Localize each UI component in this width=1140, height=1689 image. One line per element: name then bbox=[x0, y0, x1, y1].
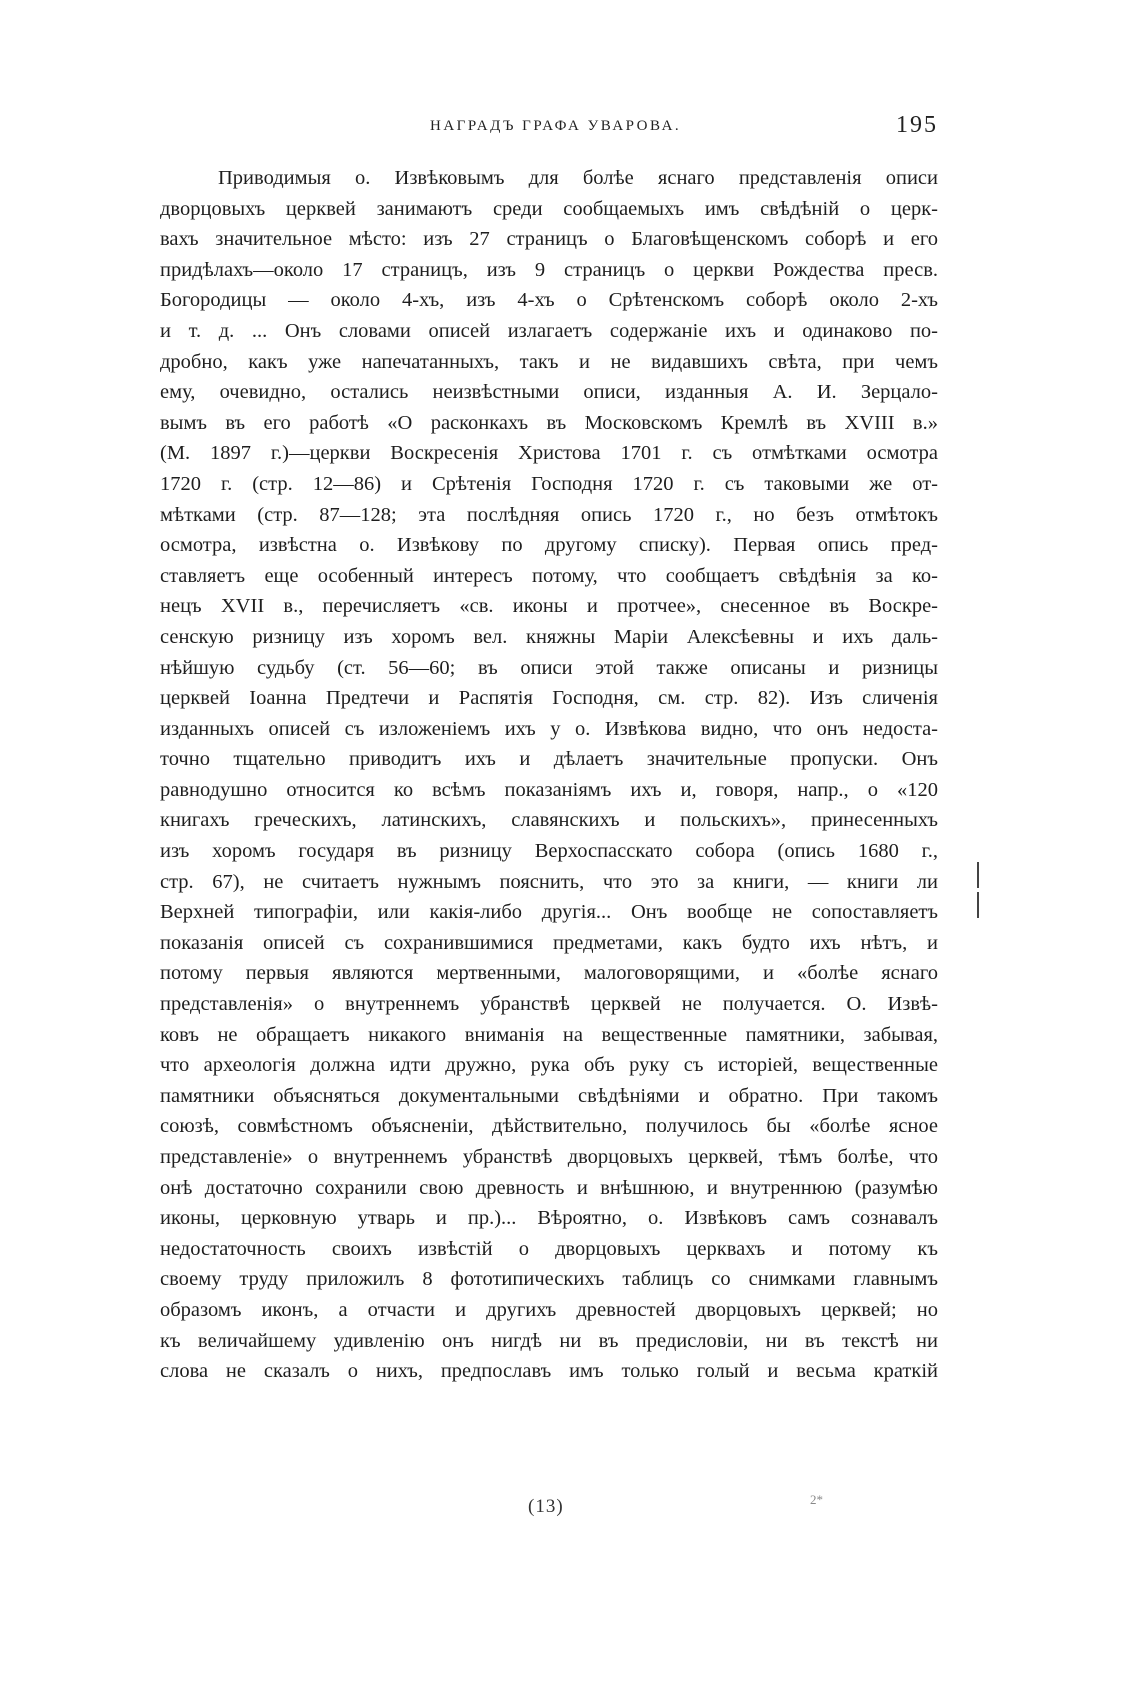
text-line: сенскую ризницу изъ хоромъ вел. княжны Маріи Алексѣевны и ихъ даль- bbox=[160, 625, 938, 648]
text-line: 1720 г. (стр. 12—86) и Срѣтенія Господня 1720 г. съ таковыми же от- bbox=[160, 472, 938, 495]
text-line: и т. д. ... Онъ словами описей излагаетъ содержаніе ихъ и одинаково по- bbox=[160, 319, 938, 342]
text-line: потому первыя являются мертвенными, малоговорящими, и «болѣе яснаго bbox=[160, 962, 938, 985]
text-line: осмотра, извѣстна о. Извѣкову по другому списку). Первая опись пред- bbox=[160, 534, 938, 557]
text-line: вымъ въ его работѣ «О расконкахъ въ Московскомъ Кремлѣ въ XVIII в.» bbox=[160, 411, 938, 434]
text-line: слова не сказалъ о нихъ, предпославъ имъ только голый и весьма краткій bbox=[160, 1360, 938, 1383]
text-line: вахъ значительное мѣсто: изъ 27 страницъ о Благовѣщенскомъ соборѣ и его bbox=[160, 228, 938, 251]
text-line: (М. 1897 г.)—церкви Воскресенія Христова 1701 г. съ отмѣтками осмотра bbox=[160, 442, 938, 465]
text-line: иконы, церковную утварь и пр.)... Вѣроятно, о. Извѣковъ самъ сознавалъ bbox=[160, 1207, 938, 1230]
text-line: равнодушно относится ко всѣмъ показаніямъ ихъ и, говоря, напр., о «120 bbox=[160, 778, 938, 801]
text-line: показанія описей съ сохранившимися предметами, какъ будто ихъ нѣтъ, и bbox=[160, 931, 938, 954]
text-line: изъ хоромъ государя въ ризницу Верхоспасскато собора (опись 1680 г., bbox=[160, 840, 938, 863]
running-title: НАГРАДЪ ГРАФА УВАРОВА. bbox=[430, 118, 682, 134]
text-line: Приводимыя о. Извѣковымъ для болѣе яснаго представленія описи bbox=[218, 167, 938, 189]
text-line: дробно, какъ уже напечатанныхъ, такъ и не видавшихъ свѣта, при чемъ bbox=[160, 350, 938, 373]
page-number: 195 bbox=[896, 112, 938, 138]
page-footer bbox=[160, 1492, 938, 1526]
text-line: представленія» о внутреннемъ убранствѣ церквей не получается. О. Извѣ- bbox=[160, 993, 938, 1016]
text-line: недостаточность своихъ извѣстій о дворцовыхъ церквахъ и потому къ bbox=[160, 1237, 938, 1260]
text-line: памятники объясняться документальными свѣдѣніями и обратно. При такомъ bbox=[160, 1084, 938, 1107]
running-head bbox=[160, 112, 950, 152]
text-line: дворцовыхъ церквей занимаютъ среди сообщаемыхъ имъ свѣдѣній о церк- bbox=[160, 197, 938, 220]
text-line: что археологія должна идти дружно, рука объ руку съ исторіей, вещественные bbox=[160, 1054, 938, 1077]
text-line: своему труду приложилъ 8 фототипическихъ таблицъ со снимками главнымъ bbox=[160, 1268, 938, 1291]
signature-mark: (13) bbox=[528, 1496, 564, 1517]
text-line: онѣ достаточно сохранили свою древность и внѣшнюю, и внутреннюю (разумѣю bbox=[160, 1176, 938, 1199]
text-line: къ величайшему удивленію онъ нигдѣ ни въ предисловіи, ни въ текстѣ ни bbox=[160, 1329, 938, 1352]
text-line: ему, очевидно, остались неизвѣстными описи, изданныя А. И. Зерцало- bbox=[160, 381, 938, 404]
text-line: образомъ иконъ, а отчасти и другихъ древностей дворцовыхъ церквей; но bbox=[160, 1298, 938, 1321]
text-line: мѣтками (стр. 87—128; эта послѣдняя опись 1720 г., но безъ отмѣтокъ bbox=[160, 503, 938, 526]
body-text bbox=[160, 163, 938, 1387]
text-line: представленіе» о внутреннемъ убранствѣ дворцовыхъ церквей, тѣмъ болѣе, что bbox=[160, 1146, 938, 1168]
text-line: точно тщательно приводитъ ихъ и дѣлаетъ значительные пропуски. Онъ bbox=[160, 748, 938, 771]
text-line: ставляетъ еще особенный интересъ потому, что сообщаетъ свѣдѣнія за ко- bbox=[160, 564, 938, 587]
text-line: союзѣ, совмѣстномъ объясненіи, дѣйствительно, получилось бы «болѣе ясное bbox=[160, 1115, 938, 1138]
text-line: изданныхъ описей съ изложеніемъ ихъ у о. Извѣкова видно, что онъ недоста- bbox=[160, 717, 938, 740]
text-line: нѣйшую судьбу (ст. 56—60; въ описи этой также описаны и ризницы bbox=[160, 656, 938, 679]
margin-mark bbox=[976, 862, 980, 918]
text-line: Верхней типографіи, или какія-либо другія... Онъ вообще не сопоставляетъ bbox=[160, 901, 938, 924]
text-line: нецъ XVII в., перечисляетъ «св. иконы и протчее», снесенное въ Воскре- bbox=[160, 595, 938, 618]
text-line: стр. 67), не считаетъ нужнымъ пояснить, что это за книги, — книги ли bbox=[160, 870, 938, 893]
text-line: ковъ не обращаетъ никакого вниманія на вещественные памятники, забывая, bbox=[160, 1023, 938, 1046]
text-line: придѣлахъ—около 17 страницъ, изъ 9 страницъ о церкви Рождества пресв. bbox=[160, 258, 938, 281]
text-line: Богородицы — около 4-хъ, изъ 4-хъ о Срѣтенскомъ соборѣ около 2-хъ bbox=[160, 289, 938, 312]
text-line: церквей Іоанна Предтечи и Распятія Господня, см. стр. 82). Изъ сличенія bbox=[160, 687, 938, 710]
sheet-number: 2* bbox=[810, 1492, 823, 1507]
text-line: книгахъ греческихъ, латинскихъ, славянскихъ и польскихъ», принесенныхъ bbox=[160, 809, 938, 832]
